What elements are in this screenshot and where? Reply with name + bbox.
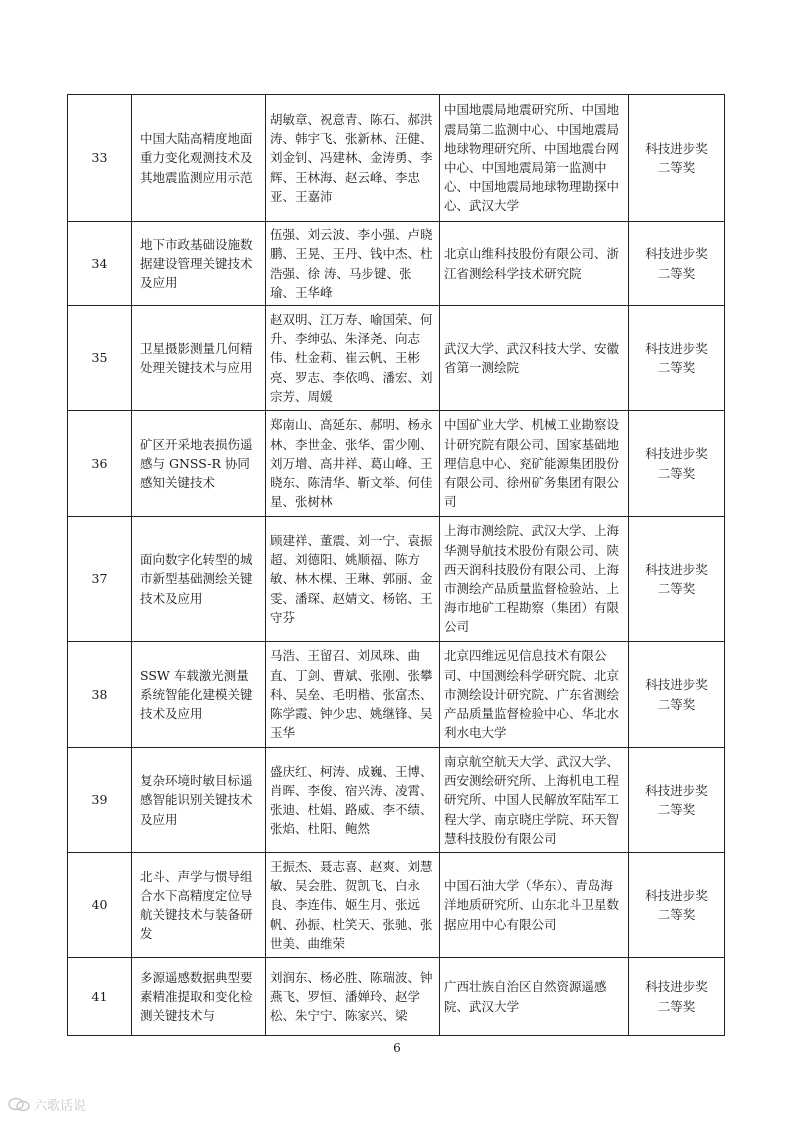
award-type: 科技进步奖 (645, 246, 708, 262)
project-name: 复杂环境时敏目标遥感智能识别关键技术及应用 (132, 748, 266, 853)
project-name: 地下市政基础设施数据建设管理关键技术及应用 (132, 222, 266, 306)
project-name: 多源遥感数据典型要素精准提取和变化检测关键技术与 (132, 958, 266, 1036)
award-level (629, 642, 725, 748)
contributors: 胡敏章、祝意青、陈石、郝洪涛、韩宇飞、张新林、汪健、刘金钊、冯建林、金涛勇、李辉、王林海、赵云峰、李忠亚、王嘉沛 (266, 95, 440, 222)
table-row (68, 306, 725, 411)
award-level (629, 517, 725, 642)
row-number: 38 (68, 642, 132, 748)
contributors: 王振杰、聂志喜、赵爽、刘慧敏、吴会胜、贺凯飞、白永良、李连伟、姬生月、张远帆、孙振、杜笑天、张驰、张世美、曲维荣 (266, 853, 440, 958)
row-number: 34 (68, 222, 132, 306)
award-type: 科技进步奖 (645, 677, 708, 693)
row-number: 37 (68, 517, 132, 642)
award-level (629, 958, 725, 1036)
row-number: 35 (68, 306, 132, 411)
row-number: 39 (68, 748, 132, 853)
organizations: 中国石油大学（华东）、青岛海洋地质研究所、山东北斗卫星数据应用中心有限公司 (440, 853, 629, 958)
award-level (629, 306, 725, 411)
project-name: 中国大陆高精度地面重力变化观测技术及其地震监测应用示范 (132, 95, 266, 222)
table-row (68, 95, 725, 222)
project-name: 面向数字化转型的城市新型基础测绘关键技术及应用 (132, 517, 266, 642)
award-type: 科技进步奖 (645, 782, 708, 798)
award-grade: 二等奖 (657, 360, 696, 375)
organizations: 武汉大学、武汉科技大学、安徽省第一测绘院 (440, 306, 629, 411)
table-row (68, 222, 725, 306)
organizations: 中国地震局地震研究所、中国地震局第二监测中心、中国地震局地球物理研究所、中国地震台网中心、中国地震局第一监测中心、中国地震局地球物理勘探中心、武汉大学 (440, 95, 629, 222)
contributors: 郑南山、高延东、郝明、杨永林、李世金、张华、雷少刚、刘万增、高井祥、葛山峰、王晓东、陈清华、靳文举、何佳星、张树林 (266, 411, 440, 517)
organizations: 上海市测绘院、武汉大学、上海华测导航技术股份有限公司、陕西天润科技股份有限公司、上海市测绘产品质量监督检验站、上海市地矿工程勘察（集团）有限公司 (440, 517, 629, 642)
project-name: 卫星摄影测量几何精处理关键技术与应用 (132, 306, 266, 411)
table-row (68, 748, 725, 853)
award-type: 科技进步奖 (645, 140, 708, 156)
award-level (629, 853, 725, 958)
project-name: SSW 车载激光测量系统智能化建模关键技术及应用 (132, 642, 266, 748)
project-name: 矿区开采地表损伤遥感与 GNSS-R 协同感知关键技术 (132, 411, 266, 517)
chat-bubble-icon (8, 1097, 30, 1113)
award-table (67, 94, 725, 1036)
watermark (8, 1095, 86, 1114)
page-number: 6 (393, 1041, 401, 1055)
row-number: 41 (68, 958, 132, 1036)
watermark-text: 六歌话说 (34, 1099, 87, 1114)
award-type: 科技进步奖 (645, 446, 708, 462)
table-row (68, 853, 725, 958)
award-type: 科技进步奖 (645, 340, 708, 356)
award-grade: 二等奖 (657, 160, 696, 175)
row-number: 40 (68, 853, 132, 958)
contributors: 盛庆红、柯涛、成巍、王博、肖晖、李俊、宿兴涛、凌霄、张迪、杜娟、路威、李不绩、张焰、杜阳、鲍然 (266, 748, 440, 853)
award-grade: 二等奖 (657, 998, 696, 1014)
contributors: 马浩、王留召、刘凤珠、曲直、丁剑、曹斌、张刚、张攀科、吴垒、毛明楷、张富杰、陈学霞、钟少忠、姚继锋、吴玉华 (266, 642, 440, 748)
award-grade: 二等奖 (657, 802, 696, 817)
contributors: 赵双明、江万寿、喻国荣、何升、李绅弘、朱泽尧、向志伟、杜金莉、崔云帆、王彬亮、罗志、李依鸣、潘宏、刘宗芳、周媛 (266, 306, 440, 411)
award-level (629, 748, 725, 853)
award-level (629, 411, 725, 517)
award-level (629, 222, 725, 306)
award-grade: 二等奖 (657, 465, 696, 481)
award-type: 科技进步奖 (645, 979, 708, 995)
row-number: 36 (68, 411, 132, 517)
contributors: 伍强、刘云波、李小强、卢晓鹏、王晃、王丹、钱中杰、杜浩强、徐 涛、马步键、张瑜、王华峰 (266, 222, 440, 306)
contributors: 顾建祥、董震、刘一宁、袁振超、刘德阳、姚顺福、陈方敏、林木棵、王琳、郭丽、金雯、潘琛、赵婧文、杨铭、王守芬 (266, 517, 440, 642)
organizations: 北京山维科技股份有限公司、浙江省测绘科学技术研究院 (440, 222, 629, 306)
organizations: 南京航空航天大学、武汉大学、西安测绘研究所、上海机电工程研究所、中国人民解放军陆军工程大学、南京晓庄学院、环天智慧科技股份有限公司 (440, 748, 629, 853)
award-type: 科技进步奖 (645, 887, 708, 903)
award-level (629, 95, 725, 222)
project-name: 北斗、声学与惯导组合水下高精度定位导航关键技术与装备研发 (132, 853, 266, 958)
award-grade: 二等奖 (657, 581, 696, 596)
organizations: 广西壮族自治区自然资源遥感院、武汉大学 (440, 958, 629, 1036)
award-grade: 二等奖 (657, 907, 696, 922)
organizations: 中国矿业大学、机械工业勘察设计研究院有限公司、国家基础地理信息中心、兖矿能源集团股份有限公司、徐州矿务集团有限公司 (440, 411, 629, 517)
table-row (68, 958, 725, 1036)
organizations: 北京四维远见信息技术有限公司、中国测绘科学研究院、北京市测绘设计研究院、广东省测绘产品质量监督检验中心、华北水利水电大学 (440, 642, 629, 748)
award-type: 科技进步奖 (645, 561, 708, 577)
table-row (68, 411, 725, 517)
table-row (68, 642, 725, 748)
award-grade: 二等奖 (657, 265, 696, 281)
row-number: 33 (68, 95, 132, 222)
award-grade: 二等奖 (657, 696, 696, 712)
table-row (68, 517, 725, 642)
contributors: 刘润东、杨必胜、陈瑞波、钟燕飞、罗恒、潘婵玲、赵学松、朱宁宁、陈家兴、梁 (266, 958, 440, 1036)
